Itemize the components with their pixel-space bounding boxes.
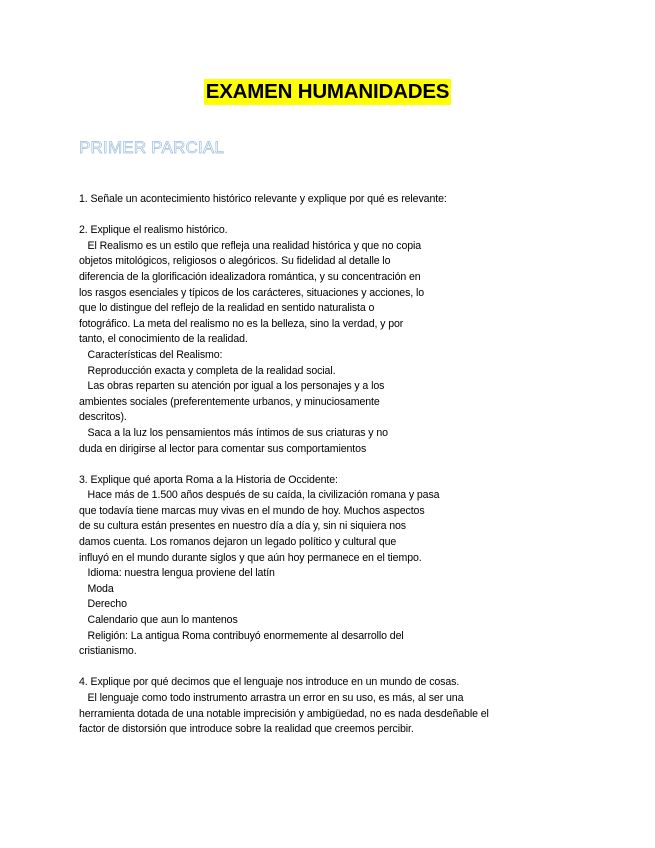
answer-line: cristianismo. <box>79 645 137 658</box>
answer-line: Moda <box>79 582 114 595</box>
answer-line: diferencia de la glorificación idealizadora romántica, y su concentración en <box>79 270 421 283</box>
answer-line: ambientes sociales (preferentemente urbanos, y minuciosamente <box>79 395 380 408</box>
answer-line: los rasgos esenciales y típicos de los carácteres, situaciones y acciones, lo <box>79 286 425 299</box>
answer-line: damos cuenta. Los romanos dejaron un legado político y cultural que <box>79 536 397 549</box>
answer-line: factor de distorsión que introduce sobre la realidad que creemos percibir. <box>79 723 414 736</box>
answer-line: Reproducción exacta y completa de la realidad social. <box>79 364 336 377</box>
answer-line: Hace más de 1.500 años después de su caída, la civilización romana y pasa <box>79 489 440 502</box>
document-title: EXAMEN HUMANIDADES <box>205 80 450 103</box>
answer-line: Derecho <box>79 598 127 611</box>
section-subtitle: PRIMER PARCIAL <box>79 138 225 157</box>
answer-line: de su cultura están presentes en nuestro día a día y, sin ni siquiera nos <box>79 520 406 533</box>
document-body <box>79 192 559 738</box>
question-line: 1. Señale un acontecimiento histórico relevante y explique por qué es relevante: <box>79 193 447 205</box>
title-container <box>0 79 655 105</box>
answer-line: tanto, el conocimiento de la realidad. <box>79 333 248 346</box>
answer-line: Idioma: nuestra lengua proviene del latín <box>79 567 275 580</box>
answer-line: influyó en el mundo durante siglos y que aún hoy permanece en el tiempo. <box>79 551 422 564</box>
answer-line: Saca a la luz los pensamientos más íntimos de sus criaturas y no <box>79 426 388 439</box>
question-line: 4. Explique por qué decimos que el lenguaje nos introduce en un mundo de cosas. <box>79 676 460 689</box>
answer-line: herramienta dotada de una notable imprecisión y ambigüedad, no es nada desdeñable el <box>79 707 489 720</box>
answer-line: objetos mitológicos, religiosos o alegóricos. Su fidelidad al detalle lo <box>79 255 391 268</box>
answer-line: Calendario que aun lo mantenos <box>79 614 238 627</box>
answer-line: Características del Realismo: <box>79 348 223 361</box>
answer-line: Religión: La antigua Roma contribuyó enormemente al desarrollo del <box>79 629 404 642</box>
answer-line: El Realismo es un estilo que refleja una realidad histórica y que no copia <box>79 239 422 252</box>
section-gap <box>79 208 559 224</box>
section-gap <box>79 457 559 473</box>
answer-line: que lo distingue del reflejo de la realidad en sentido naturalista o <box>79 302 375 315</box>
section-gap <box>79 660 559 676</box>
question-line: 2. Explique el realismo histórico. <box>79 224 228 237</box>
answer-line: El lenguaje como todo instrumento arrastra un error en su uso, es más, al ser una <box>79 692 464 704</box>
answer-line: que todavía tiene marcas muy vivas en el mundo de hoy. Muchos aspectos <box>79 504 425 517</box>
answer-line: descritos). <box>79 411 127 424</box>
question-line: 3. Explique qué aporta Roma a la Historia de Occidente: <box>79 473 338 486</box>
answer-line: fotográfico. La meta del realismo no es la belleza, sino la verdad, y por <box>79 317 404 330</box>
answer-line: duda en dirigirse al lector para comentar sus comportamientos <box>79 442 367 455</box>
answer-line: Las obras reparten su atención por igual a los personajes y a los <box>79 380 385 393</box>
